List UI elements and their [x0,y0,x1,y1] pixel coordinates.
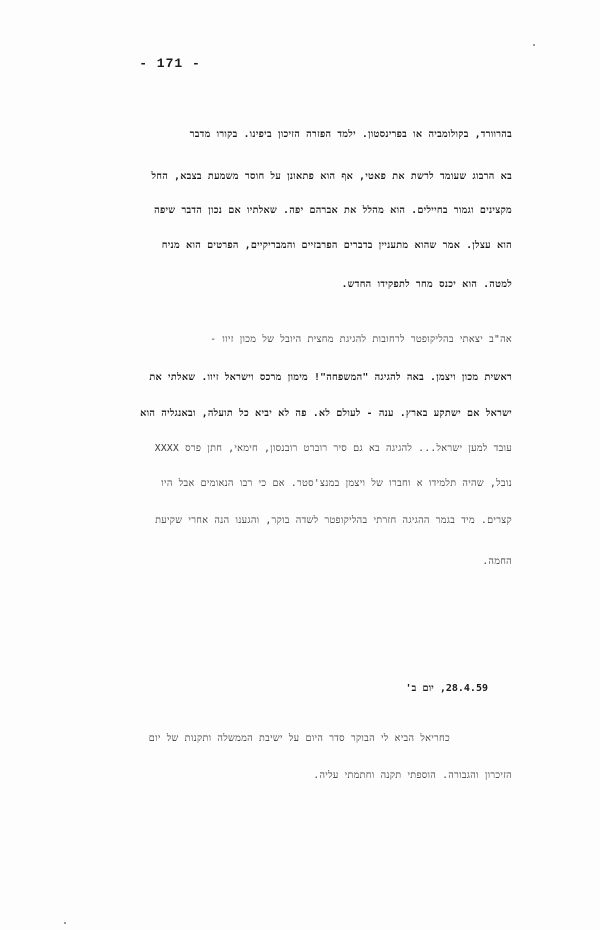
paragraph1-line-5: למטה. הוא יכנס מחר לתפקידו החדש. [341,279,512,290]
page-number: - 171 - [139,56,201,71]
paragraph2-line-1: אה"ב יצאתי בהליקופטר לרחובות להגיגת מחצית היובל של מכון זיוו - [210,334,512,345]
paragraph2-line-6: קצרים. מיד בגמר ההגיגה חזרתי בהליקופטר לשדה בוקר, והגענו הנה אחרי שקיעת [155,515,512,526]
paragraph2-line-4: עובד למען ישראל... להגיגה בא גם סיר רוברט רובנסון, חימאי, חתן פרס XXXX [154,443,512,454]
paragraph2-line-7: החמה. [482,556,512,567]
paragraph1-line-4: הוא עצלן. אמר שהוא מתעניין בדברים הפרבזיים והמבריקיים, הפרטים הוא מניח [161,240,512,251]
paragraph3-line-1: כחריאל הביא לי הבוקר סדר היום על ישיבת הממשלה ותקנות של יום [148,733,450,744]
paragraph1-line-3: מקצינים וגמור בחיילים. הוא מהלל את אברהם יפה. שאלתיו אם נכון הדבר שיפה [154,205,512,216]
paragraph1-line-2: בא הרבוג שעומד לרשת את פאטי, אף הוא פתאונן על חוסר משמעת בצבא, החל [151,171,512,182]
paragraph2-line-5: נובל, שהיה תלמידו א וחברו של ויצמן במנצ'סטר. אם כי רבו הנאומים אבל היו [161,478,512,489]
scan-speck [533,44,535,46]
date-heading: 28.4.59, יום ב' [405,683,488,694]
paragraph2-line-3: ישראל אם ישתקע בארץ. ענה - לעולם לא. פה לא יביא כל תועלה, ובאנגליה הוא [140,408,512,419]
paragraph1-line-1: בהרוורד, בקולומביה או בפרינסטון. ילמד הפזרה הזיכון ביפינו. בקורו מדבר [189,129,512,140]
paragraph2-line-2: ראשית מכון ויצמן. באה להגיגה "המשפחה"! מימון מרכס וישראל זיוו. שאלתי את [149,372,512,383]
scan-speck [64,922,66,924]
paragraph3-line-2: הזיכרון והגבורה. הוספתי תקנה וחתמתי עליה. [313,770,512,781]
